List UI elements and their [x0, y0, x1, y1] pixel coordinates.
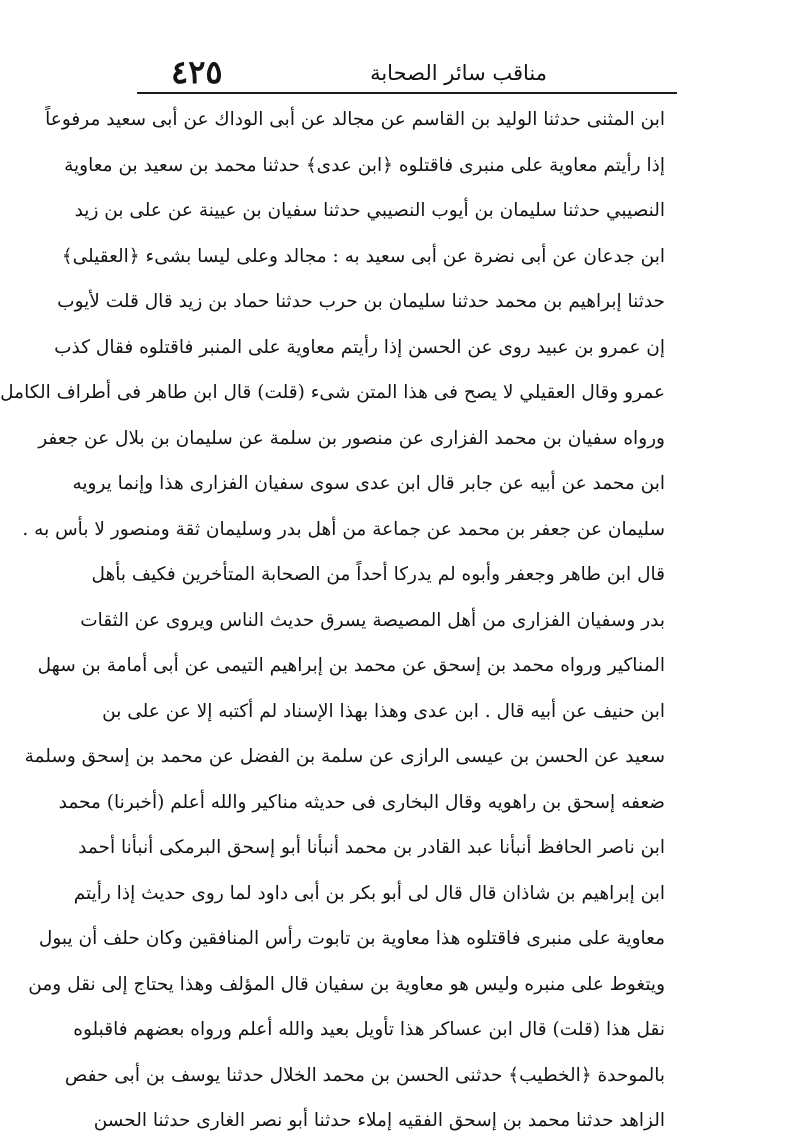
text-line: بالموحدة ﴿الخطيب﴾ حدثنى الحسن بن محمد الخلال حدثنا يوسف بن أبى حفص: [64, 1064, 665, 1086]
text-line: حدثنا إبراهيم بن محمد حدثنا سليمان بن حرب حدثنا حماد بن زيد قال قلت لأيوب: [57, 291, 665, 312]
text-line: سعيد عن الحسن بن عيسى الرازى عن سلمة بن الفضل عن محمد بن إسحق وسلمة: [24, 746, 665, 767]
text-line: ابن المثنى حدثنا الوليد بن القاسم عن مجالد عن أبى الوداك عن أبى سعيد مرفوعاً: [45, 109, 665, 130]
text-line: معاوية على منبرى فاقتلوه هذا معاوية بن تابوت رأس المنافقين وكان حلف أن يبول: [38, 928, 665, 949]
text-line: إن عمرو بن عبيد روى عن الحسن إذا رأيتم معاوية على المنبر فاقتلوه فقال كذب: [54, 336, 665, 358]
running-title: مناقب سائر الصحابة: [370, 61, 547, 85]
text-line: المناكير ورواه محمد بن إسحق عن محمد بن إبراهيم التيمى عن أبى أمامة بن سهل: [37, 655, 665, 676]
page-header: [137, 48, 677, 92]
text-line: النصيبي حدثنا سليمان بن أيوب النصيبي حدثنا سفيان بن عيينة عن على بن زيد: [74, 200, 665, 221]
page-number: ٤٢٥: [171, 53, 223, 91]
text-line: إذا رأيتم معاوية على منبرى فاقتلوه ﴿ابن عدى﴾ حدثنا محمد بن سعيد بن معاوية: [64, 154, 665, 176]
text-line: ابن محمد عن أبيه عن جابر قال ابن عدى سوى سفيان الفزارى هذا وإنما يرويه: [72, 473, 665, 494]
text-line: ابن إبراهيم بن شاذان قال قال لى أبو بكر بن أبى داود لما روى حديث إذا رأيتم: [73, 882, 665, 904]
text-line: عمرو وقال العقيلي لا يصح فى هذا المتن شىء (قلت) قال ابن طاهر فى أطراف الكامل: [0, 382, 665, 403]
text-line: قال ابن طاهر وجعفر وأبوه لم يدركا أحداً من الصحابة المتأخرين فكيف بأهل: [91, 564, 665, 585]
text-line: ضعفه إسحق بن راهويه وقال البخارى فى حديثه مناكير والله أعلم (أخبرنا) محمد: [58, 791, 665, 813]
text-line: ابن حنيف عن أبيه قال . ابن عدى وهذا بهذا الإسناد لم أكتبه إلا عن على بن: [102, 700, 665, 722]
text-line: نقل هذا (قلت) قال ابن عساكر هذا تأويل بعيد والله أعلم ورواه بعضهم فاقبلوه: [73, 1019, 665, 1040]
text-line: الزاهد حدثنا محمد بن إسحق الفقيه إملاء حدثنا أبو نصر الغارى حدثنا الحسن: [93, 1110, 665, 1131]
text-line: ابن جدعان عن أبى نضرة عن أبى سعيد به : مجالد وعلى ليسا بشىء ﴿العقيلى﴾: [61, 245, 665, 267]
header-rule: [137, 92, 677, 94]
text-line: بدر وسفيان الفزارى من أهل المصيصة يسرق حديث الناس ويروى عن الثقات: [80, 609, 665, 631]
body-text: [0, 97, 665, 1144]
text-line: سليمان عن جعفر بن محمد عن جماعة من أهل بدر وسليمان ثقة ومنصور لا بأس به .: [22, 518, 665, 540]
text-line: ورواه سفيان بن محمد الفزارى عن منصور بن سلمة عن سليمان بن بلال عن جعفر: [38, 427, 665, 449]
text-line: ويتغوط على منبره وليس هو معاوية بن سفيان قال المؤلف وهذا يحتاج إلى نقل ومن: [28, 973, 665, 995]
text-line: ابن ناصر الحافظ أنبأنا عبد القادر بن محمد أنبأنا أبو إسحق البرمكى أنبأنا أحمد: [78, 837, 665, 858]
